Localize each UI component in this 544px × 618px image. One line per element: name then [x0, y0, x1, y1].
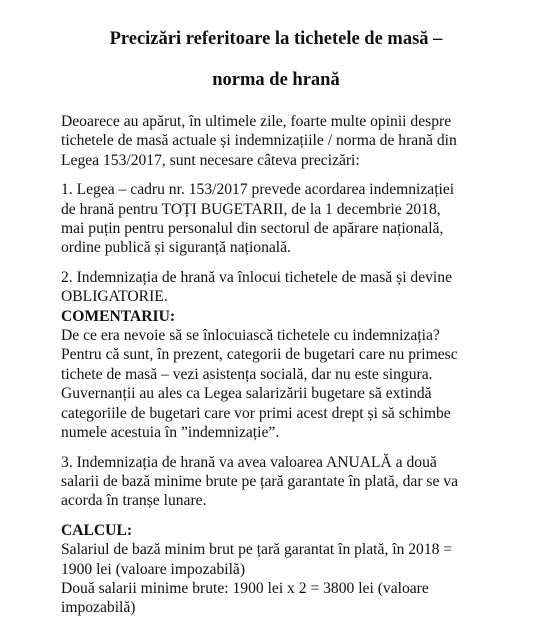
point-2-line: OBLIGATORIE. — [61, 288, 168, 306]
point-1-line: 1. Legea – cadru nr. 153/2017 prevede acordarea indemnizației — [61, 181, 455, 199]
comment-heading: COMENTARIU: — [61, 307, 176, 325]
point-3-line: 3. Indemnizația de hrană va avea valoarea ANUALĂ a două — [61, 453, 437, 471]
calc-line: 1900 lei (valoare impozabilă) — [61, 560, 246, 578]
calc-line: impozabilă) — [61, 599, 136, 617]
comment-line: tichete de masă – vezi asistența socială, dar nu este singura. — [61, 365, 433, 383]
intro-line: Deoarece au apărut, în ultimele zile, foarte multe opinii despre — [61, 113, 452, 130]
document-page — [61, 28, 491, 618]
point-3-paragraph — [61, 453, 491, 511]
comment-line: Guvernanții au ales ca Legea salarizării bugetare să extindă — [61, 385, 432, 403]
calc-line: Două salarii minime brute: 1900 lei x 2 = 3800 lei (valoare — [61, 579, 429, 597]
comment-line: Pentru că sunt, în prezent, categorii de bugetari care nu primesc — [61, 346, 458, 364]
point-2-line: 2. Indemnizația de hrană va înlocui tichetele de masă și devine — [61, 268, 452, 286]
comment-line: categoriile de bugetari care vor primi acest drept și să schimbe — [61, 404, 451, 422]
point-1-line: de hrană pentru TOȚI BUGETARII, de la 1 decembrie 2018, — [61, 200, 441, 218]
point-1-line: mai puțin pentru personalul din sectorul de apărare națională, — [61, 220, 444, 238]
intro-paragraph — [61, 112, 491, 170]
intro-line: tichetele de masă actuale și indemnizațiile / norma de hrană din — [61, 132, 457, 150]
point-3-line: salarii de bază minime brute pe țară garantate în plată, dar se va — [61, 472, 459, 490]
point-1-line: ordine publică și siguranță națională. — [61, 239, 291, 257]
document-title-line-2: norma de hrană — [212, 70, 340, 90]
comment-line: De ce era nevoie să se înlocuiască tichetele cu indemnizația? — [61, 327, 440, 345]
calc-paragraph — [61, 521, 491, 618]
point-1-paragraph — [61, 180, 491, 258]
calc-line: Salariul de bază minim brut pe țară garantat în plată, în 2018 = — [61, 541, 453, 559]
point-2-paragraph — [61, 268, 491, 443]
comment-line: numele acestuia în ”indemnizație”. — [61, 424, 280, 442]
calc-heading: CALCUL: — [61, 521, 133, 539]
intro-line: Legea 153/2017, sunt necesare câteva precizări: — [61, 151, 360, 169]
document-title-line-1: Precizări referitoare la tichetele de masă – — [109, 29, 443, 49]
point-3-line: acorda în tranșe lunare. — [61, 492, 207, 510]
